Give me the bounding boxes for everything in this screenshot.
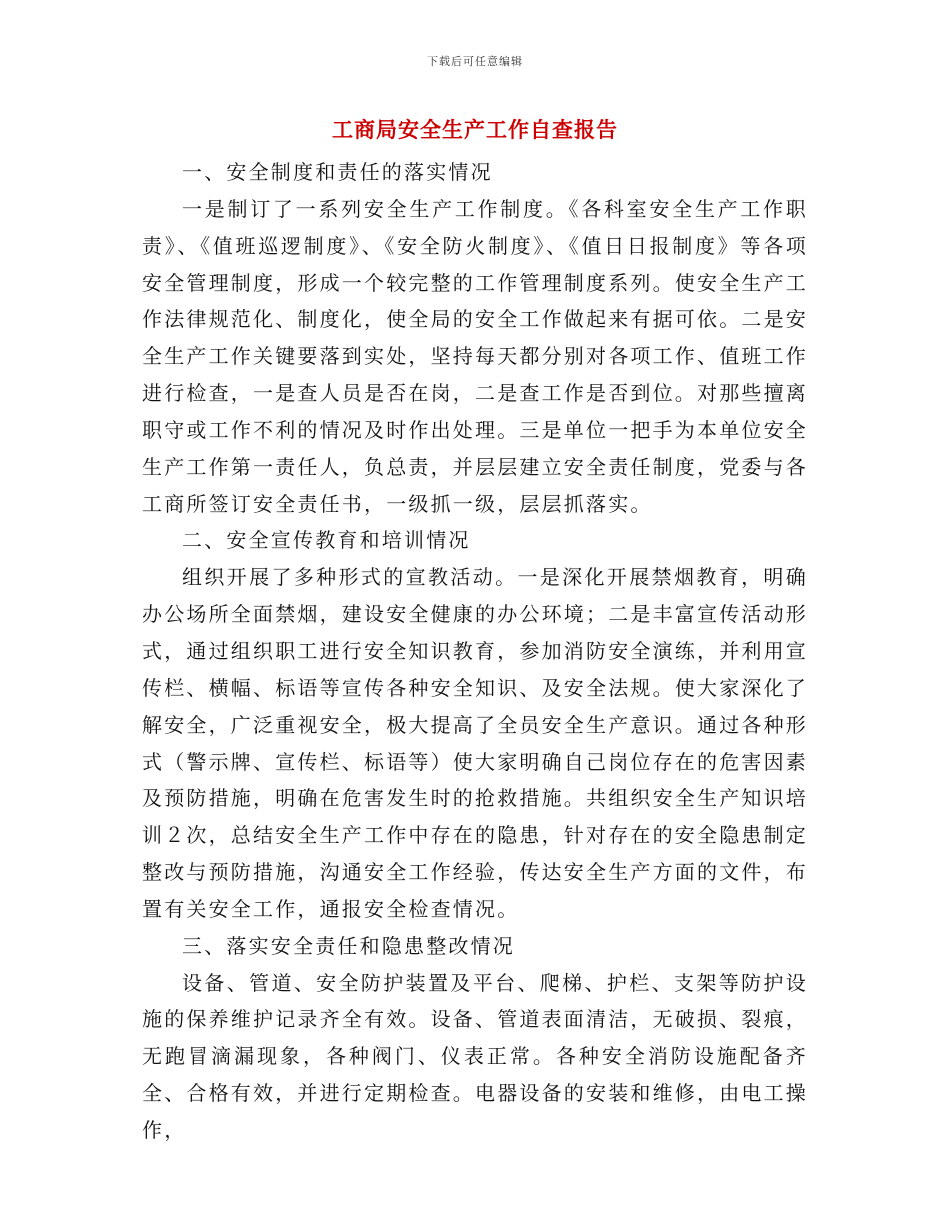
document-body [142,154,808,1149]
section-paragraph-2: 组织开展了多种形式的宣教活动。一是深化开展禁烟教育，明确办公场所全面禁烟，建设安全健康的办公环境；二是丰富宣传活动形式，通过组织职工进行安全知识教育，参加消防安全演练，并利用宣传栏、横幅、标语等宣传各种安全知识、及安全法规。使大家深化了解安全，广泛重视安全，极大提高了全员安全生产意识。通过各种形式（警示牌、宣传栏、标语等）使大家明确自己岗位存在的危害因素及预防措施，明确在危害发生时的抢救措施。共组织安全生产知识培训２次，总结安全生产工作中存在的隐患，针对存在的安全隐患制定整改与预防措施，沟通安全工作经验，传达安全生产方面的文件，布置有关安全工作，通报安全检查情况。 [142,565,808,921]
section-paragraph-1: 一是制订了一系列安全生产工作制度。《各科室安全生产工作职责》、《值班巡逻制度》、《安全防火制度》、《值日日报制度》等各项安全管理制度，形成一个较完整的工作管理制度系列。使安全生产工作法律规范化、制度化，使全局的安全工作做起来有据可依。二是安全生产工作关键要落到实处，坚持每天都分别对各项工作、值班工作进行检查，一是查人员是否在岗，二是查工作是否到位。对那些擅离职守或工作不利的情况及时作出处理。三是单位一把手为本单位安全生产工作第一责任人，负总责，并层层建立安全责任制度，党委与各工商所签订安全责任书，一级抓一级，层层抓落实。 [142,196,808,516]
section-paragraph-3: 设备、管道、安全防护装置及平台、爬梯、护栏、支架等防护设施的保养维护记录齐全有效。设备、管道表面清洁，无破损、裂痕，无跑冒滴漏现象，各种阀门、仪表正常。各种安全消防设施配备齐全、合格有效，并进行定期检查。电器设备的安装和维修，由电工操作， [142,970,808,1142]
section-heading-1: 一、安全制度和责任的落实情况 [182,160,493,184]
document-title: 工商局安全生产工作自查报告 [332,117,618,142]
header-note: 下载后可任意编辑 [427,55,523,68]
section-heading-2: 二、安全宣传教育和培训情况 [182,528,471,553]
section-heading-3: 三、落实安全责任和隐患整改情况 [182,933,515,958]
